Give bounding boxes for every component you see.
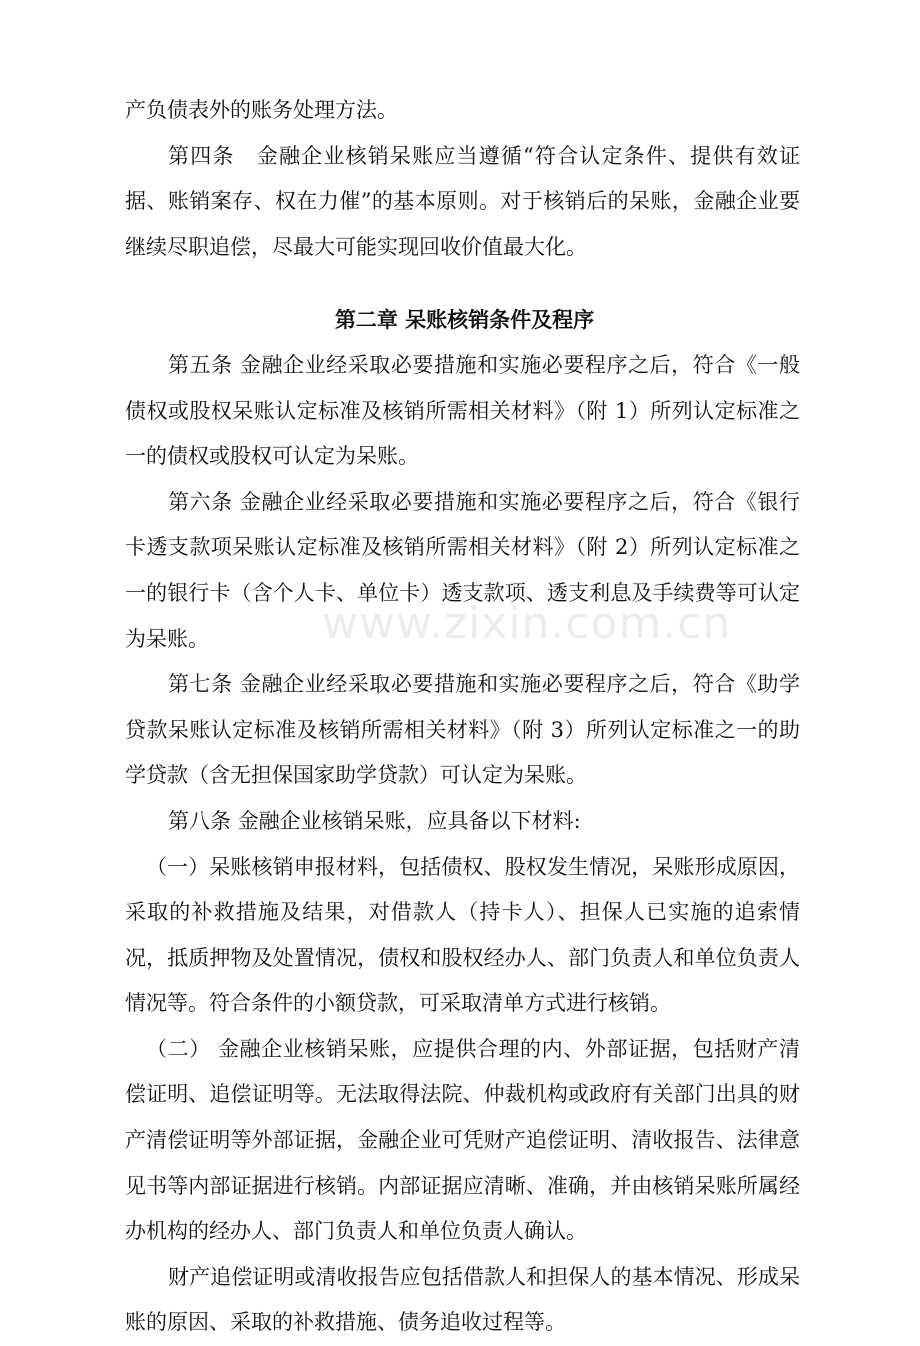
document-body xyxy=(125,88,800,1346)
paragraph-continuation: 产负债表外的账务处理方法。 xyxy=(125,98,398,122)
paragraph-article-7: 第七条 金融企业经采取必要措施和实施必要程序之后，符合《助学贷款呆账认定标准及核销所需相关材料》（附 3）所列认定标准之一的助学贷款（含无担保国家助学贷款）可认定为呆账。 xyxy=(125,672,800,788)
section-spacer xyxy=(125,270,800,297)
paragraph-item-1: （一）呆账核销申报材料，包括债权、股权发生情况，呆账形成原因，采取的补救措施及结果，对借款人（持卡人）、担保人已实施的追索情况，抵质押物及处置情况，债权和股权经办人、部门负责人和单位负责人情况等。符合条件的小额贷款，可采取清单方式进行核销。 xyxy=(125,854,800,1016)
chapter-heading: 第二章 呆账核销条件及程序 xyxy=(334,307,595,333)
paragraph-item-2: （二） 金融企业核销呆账，应提供合理的内、外部证据，包括财产清偿证明、追偿证明等。无法取得法院、仲裁机构或政府有关部门出具的财产清偿证明等外部证据，金融企业可凭财产追偿证明、清收报告、法律意见书等内部证据进行核销。内部证据应清晰、准确，并由核销呆账所属经办机构的经办人、部门负责人和单位负责人确认。 xyxy=(125,1036,800,1244)
paragraph-article-6: 第六条 金融企业经采取必要措施和实施必要程序之后，符合《银行卡透支款项呆账认定标准及核销所需相关材料》（附 2）所列认定标准之一的银行卡（含个人卡、单位卡）透支款项、透支利息及手续费等可认定为呆账。 xyxy=(125,489,800,651)
paragraph-article-5: 第五条 金融企业经采取必要措施和实施必要程序之后，符合《一般债权或股权呆账认定标准及核销所需相关材料》（附 1）所列认定标准之一的债权或股权可认定为呆账。 xyxy=(125,352,800,469)
paragraph-article-8: 第八条 金融企业核销呆账，应具备以下材料: xyxy=(168,808,581,833)
paragraph-recovery-report: 财产追偿证明或清收报告应包括借款人和担保人的基本情况、形成呆账的原因、采取的补救措施、债务追收过程等。 xyxy=(125,1264,800,1335)
watermark: www.zixin.com.cn xyxy=(322,598,732,649)
paragraph-article-4: 第四条 金融企业核销呆账应当遵循“符合认定条件、提供有效证据、账销案存、权在力催”的基本原则。对于核销后的呆账，金融企业要继续尽职追偿，尽最大可能实现回收价值最大化。 xyxy=(125,143,800,259)
